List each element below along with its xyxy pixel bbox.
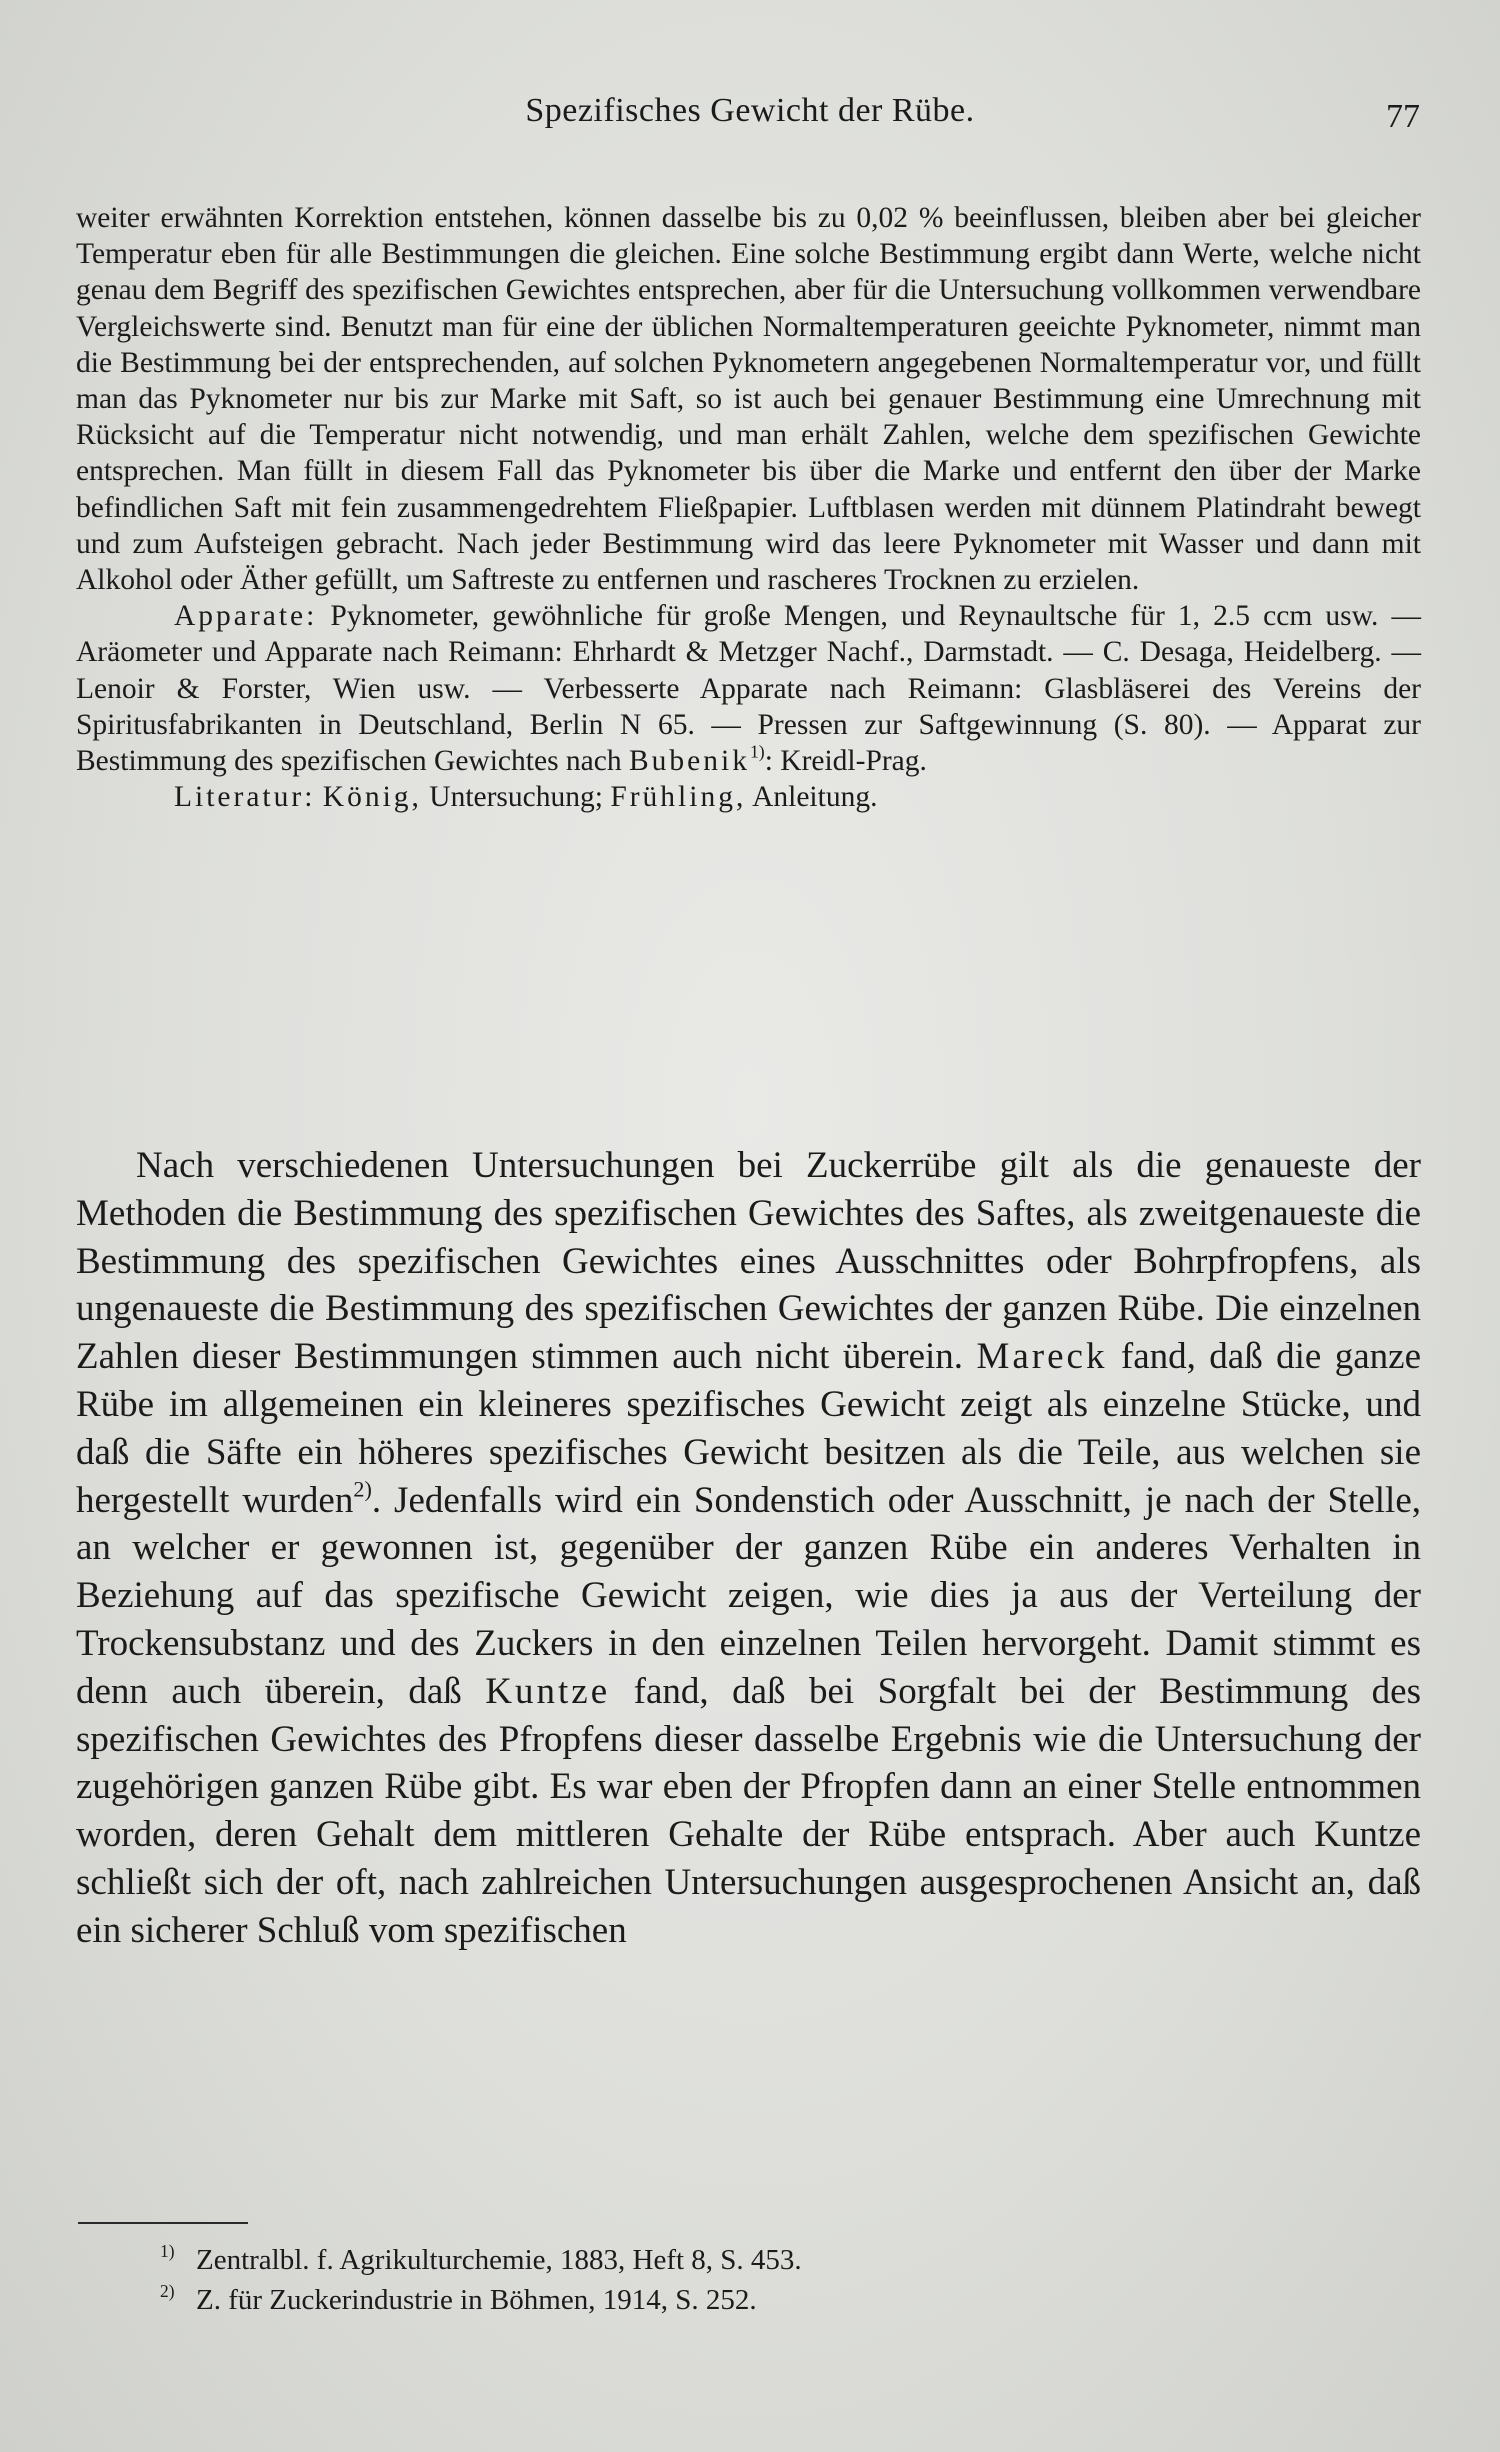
author-mareck: Mareck — [976, 1336, 1108, 1378]
paragraph-main — [76, 1142, 1421, 1955]
main-text-part-1: Nach verschiedenen Untersuchungen bei Zuckerrübe gilt als die genaueste der Methoden die Bestimmung des spezifischen Gewichtes des Saftes, als zweitgenaueste die Bestimmung des spezifischen Gewichtes eines Ausschnittes oder Bohrpfropfens, als ungenaueste die Bestimmung des spezifischen Gewichtes der ganzen Rübe. Die einzelnen Zahlen dieser Bestimmungen stimmen auch nicht überein. — [76, 1145, 1421, 1378]
apparate-name-bubenik: Bubenik — [628, 745, 750, 778]
literatur-title-anleitung: Anleitung. — [752, 781, 878, 814]
literatur-author-koenig: König, — [322, 781, 422, 814]
footnote-text-1: Zentralbl. f. Agrikulturchemie, 1883, Heft 8, S. 453. — [196, 2244, 802, 2276]
footnote-ref-1: 1) — [749, 741, 765, 762]
footnotes — [160, 2240, 1360, 2320]
small-print-section — [76, 200, 1421, 815]
literatur-title-untersuchung: Untersuchung; — [429, 781, 603, 814]
footnote-divider — [78, 2222, 248, 2224]
footnote-1: $^{1)}$ Zentralbl. f. Agrikulturchemie, 1883, Heft 8, S. 453. — [160, 2240, 802, 2276]
main-text-part-2: fand, daß die ganze Rübe im allgemeinen ein kleineres spezifisches Gewicht zeigt als einzelne Stücke, und daß die Säfte ein höheres spezifisches Gewicht besitzen als die Teile, aus welchen sie hergestellt wurden — [76, 1336, 1422, 1521]
apparate-text-end: : Kreidl-Prag. — [764, 745, 927, 778]
page-header — [60, 92, 1440, 152]
footnote-ref-2: 2) — [353, 1476, 372, 1502]
literatur-author-fruehling: Frühling, — [610, 781, 747, 814]
main-text-part-3: . Jedenfalls wird ein Sondenstich oder Ausschnitt, je nach der Stelle, an welcher er gewonnen ist, gegenüber der ganzen Rübe ein anderes Verhalten in Beziehung auf das spezifische Gewicht zeigen, wie dies ja aus der Verteilung der Trockensubstanz und des Zuckers in den einzelnen Teilen hervorgeht. Damit stimmt es denn auch überein, daß — [76, 1479, 1421, 1712]
paragraph-apparate — [76, 598, 1421, 779]
main-text-part-4: fand, daß bei Sorgfalt bei der Bestimmung des spezifischen Gewichtes des Pfropfens dieser dasselbe Ergebnis wie die Untersuchung der zugehörigen ganzen Rübe gibt. Es war eben der Pfropfen dann an einer Stelle entnommen worden, deren Gehalt dem mittleren Gehalte der Rübe entsprach. Aber auch Kuntze schließt sich der oft, nach zahlreichen Untersuchungen ausgesprochenen Ansicht an, daß ein sicherer Schluß vom spezifischen — [76, 1670, 1422, 1951]
footnote-2: $^{2)}$ Z. für Zuckerindustrie in Böhmen, 1914, S. 252. — [160, 2280, 757, 2316]
footnote-text-2: Z. für Zuckerindustrie in Böhmen, 1914, S. 252. — [196, 2284, 757, 2316]
literatur-label: Literatur: — [174, 781, 316, 814]
running-title: Spezifisches Gewicht der Rübe. — [525, 92, 975, 129]
page-number: 77 — [1386, 98, 1420, 135]
author-kuntze: Kuntze — [485, 1670, 611, 1712]
paragraph-literatur — [76, 779, 1421, 815]
main-text-section — [76, 1142, 1421, 1955]
apparate-label: Apparate: — [174, 600, 318, 633]
paragraph-korrektion: weiter erwähnten Korrektion entstehen, können dasselbe bis zu 0,02 % beeinflussen, bleiben aber bei gleicher Temperatur eben für alle Bestimmungen die gleichen. Eine solche Bestimmung ergibt dann Werte, welche nicht genau dem Begriff des spezifischen Gewichtes entsprechen, aber für die Untersuchung vollkommen verwendbare Vergleichswerte sind. Benutzt man für eine der üblichen Normaltemperaturen geeichte Pyknometer, nimmt man die Bestimmung bei der entsprechenden, auf solchen Pyknometern angegebenen Normaltemperatur vor, und füllt man das Pyknometer nur bis zur Marke mit Saft, so ist auch bei genauer Bestimmung eine Umrechnung mit Rücksicht auf die Temperatur nicht notwendig, und man erhält Zahlen, welche dem spezifischen Gewichte entsprechen. Man füllt in diesem Fall das Pyknometer bis über die Marke und entfernt den über der Marke befindlichen Saft mit fein zusammengedrehtem Fließpapier. Luftblasen werden mit dünnem Platindraht bewegt und zum Aufsteigen gebracht. Nach jeder Bestimmung wird das leere Pyknometer mit Wasser und dann mit Alkohol oder Äther gefüllt, um Saftreste zu entfernen und rascheres Trocknen zu erzielen. — [76, 202, 1421, 597]
apparate-text: Pyknometer, gewöhnliche für große Mengen, und Reynaultsche für 1, 2.5 ccm usw. — Aräometer und Apparate nach Reimann: Ehrhardt & Metzger Nachf., Darmstadt. — C. Desaga, Heidelberg. — Lenoir & Forster, Wien usw. — Verbesserte Apparate nach Reimann: Glasbläserei des Vereins der Spiritusfabrikanten in Deutschland, Berlin N 65. — Pressen zur Saftgewinnung (S. 80). — Apparat zur Bestimmung des spezifischen Gewichtes nach — [76, 600, 1421, 778]
